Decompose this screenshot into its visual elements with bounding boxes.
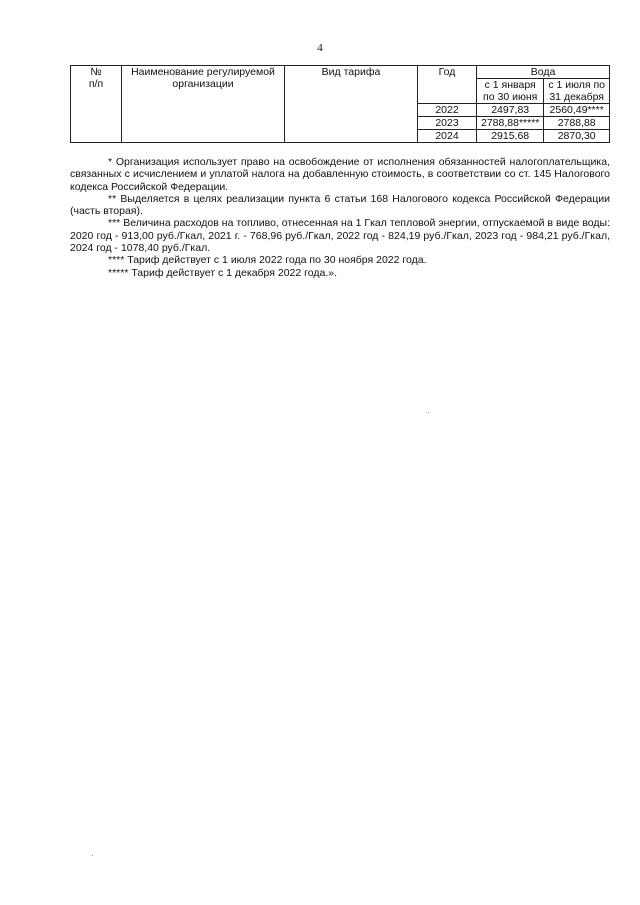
- header-tariff-type: Вид тарифа: [285, 66, 418, 143]
- footnote-3: *** Величина расходов на топливо, отнесенная на 1 Гкал тепловой энергии, отпускаемой в виде воды: 2020 год - 913,00 руб./Гкал, 2021 г. - 768,96 руб./Гкал, 2022 год - 824,19 руб./Гкал, 2023 год - 984,21 руб./Гкал, 2024 год - 1078,40 руб./Гкал.: [70, 217, 610, 255]
- row-value-2: 2560,49****: [544, 104, 610, 117]
- footnote-1: * Организация использует право на освобождение от исполнения обязанностей налогоплательщика, связанных с исчислением и уплатой налога на добавленную стоимость, в соответствии со ст. 145 Налогового кодекса Российской Федерации.: [70, 156, 610, 193]
- header-period-2: с 1 июля по 31 декабря: [544, 79, 610, 104]
- row-year: 2022: [418, 104, 477, 117]
- row-value-1: 2497,83: [477, 104, 544, 117]
- tariff-table: [70, 65, 610, 143]
- row-year: 2023: [418, 117, 477, 130]
- scan-speck: [428, 412, 429, 413]
- page-number: 4: [317, 42, 323, 54]
- footnotes: [70, 156, 610, 279]
- row-value-1: 2915,68: [477, 130, 544, 143]
- header-water: Вода: [477, 66, 610, 79]
- header-period-1: с 1 января по 30 июня: [477, 79, 544, 104]
- row-year: 2024: [418, 130, 477, 143]
- header-year: Год: [418, 66, 477, 104]
- footnote-2: ** Выделяется в целях реализации пункта 6 статьи 168 Налогового кодекса Российской Федерации (часть вторая).: [70, 192, 610, 218]
- footnote-4: **** Тариф действует с 1 июля 2022 года по 30 ноября 2022 года.: [108, 254, 427, 267]
- header-organization: Наименование регулируемой организации: [122, 66, 285, 143]
- row-value-2: 2870,30: [544, 130, 610, 143]
- table-header-row: [71, 66, 610, 79]
- footnote-5: ***** Тариф действует с 1 декабря 2022 года.».: [108, 266, 337, 279]
- header-num: № п/п: [71, 66, 122, 143]
- row-value-2: 2788,88: [544, 117, 610, 130]
- row-value-1: 2788,88*****: [477, 117, 544, 130]
- scan-speck: [92, 855, 93, 856]
